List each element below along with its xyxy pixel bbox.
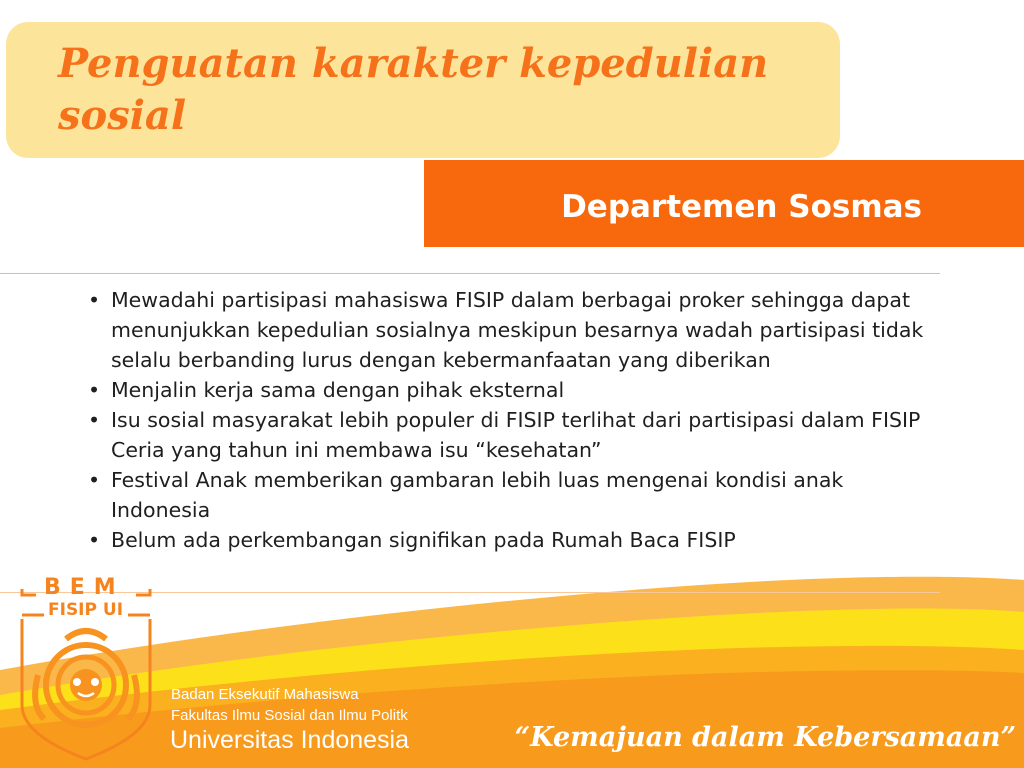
makara-emblem-icon (35, 631, 137, 725)
list-item (86, 465, 946, 525)
bullet-text: Mewadahi partisipasi mahasiswa FISIP dalam berbagai proker sehingga dapat menunjukkan kepedulian sosialnya meskipun besarnya wadah partisipasi tidak selalu berbanding lurus dengan kebermanfaatan yang diberikan (111, 288, 924, 372)
list-item (86, 375, 946, 405)
bullet-marker: • (88, 468, 101, 492)
bullet-marker: • (88, 528, 101, 552)
department-label: Departemen Sosmas (561, 189, 922, 225)
list-item (86, 285, 946, 375)
fisip-ui-label: FISIP UI (48, 600, 124, 620)
university-name: Universitas Indonesia (170, 726, 410, 754)
department-banner (424, 160, 1024, 247)
org-name-line1: Badan Eksekutif Mahasiswa (171, 686, 359, 703)
bullet-marker: • (88, 288, 101, 312)
list-item (86, 525, 946, 555)
bullet-marker: • (88, 378, 101, 402)
list-item (86, 405, 946, 465)
org-name-line2: Fakultas Ilmu Sosial dan Ilmu Politk (171, 707, 408, 724)
slide-title: Penguatan karakter kepedulian sosial (58, 40, 769, 139)
bullet-text: Belum ada perkembangan signifikan pada Rumah Baca FISIP (111, 528, 736, 552)
bullet-text: Menjalin kerja sama dengan pihak eksternal (111, 378, 565, 402)
bem-logo-letters: BEM (44, 575, 125, 600)
bullet-text: Isu sosial masyarakat lebih populer di FISIP terlihat dari partisipasi dalam FISIP Ceria yang tahun ini membawa isu “kesehatan” (111, 408, 921, 462)
bullet-text: Festival Anak memberikan gambaran lebih luas mengenai kondisi anak Indonesia (111, 468, 844, 522)
bullet-marker: • (88, 408, 101, 432)
bullet-list (86, 285, 946, 555)
motto: “Kemajuan dalam Kebersamaan” (514, 722, 1016, 753)
top-divider (0, 273, 940, 274)
